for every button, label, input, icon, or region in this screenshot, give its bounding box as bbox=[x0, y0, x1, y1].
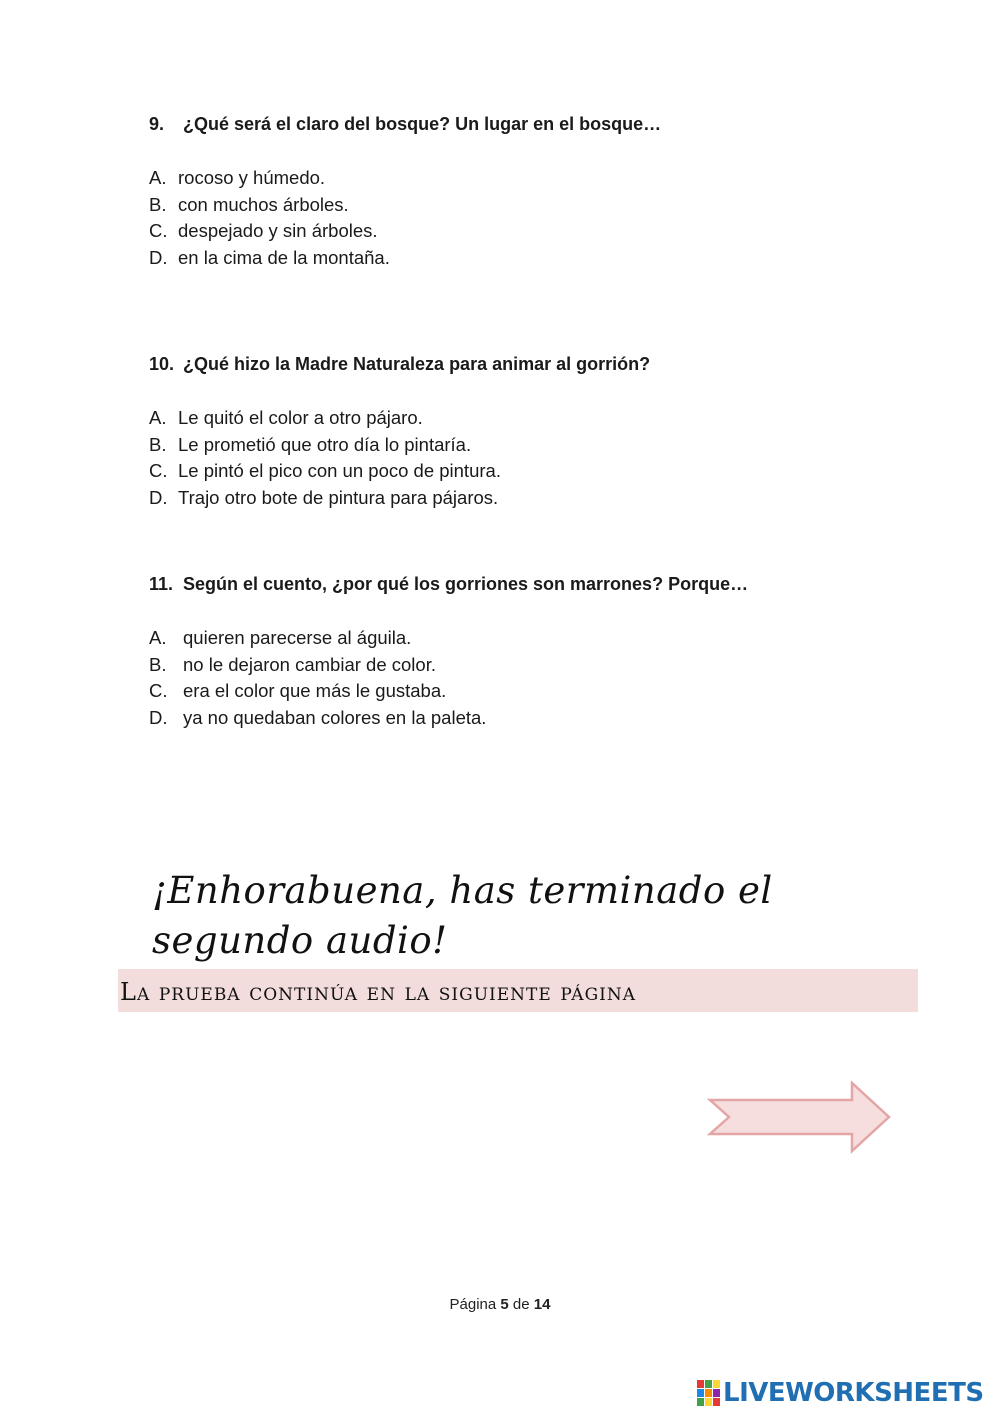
option-letter: C. bbox=[149, 460, 168, 481]
answer-option-c[interactable] bbox=[149, 678, 909, 705]
next-arrow-icon[interactable] bbox=[707, 1080, 893, 1154]
option-text: Trajo otro bote de pintura para pájaros. bbox=[178, 486, 499, 508]
option-text: en la cima de la montaña. bbox=[178, 246, 390, 268]
question-11 bbox=[149, 573, 909, 731]
option-letter: D. bbox=[149, 246, 168, 268]
option-letter: C. bbox=[149, 220, 168, 241]
answer-option-c[interactable] bbox=[149, 458, 909, 485]
continue-banner bbox=[118, 969, 918, 1012]
option-letter: D. bbox=[149, 706, 168, 728]
question-number: 11. bbox=[149, 574, 174, 594]
question-title bbox=[149, 113, 909, 135]
answer-option-a[interactable] bbox=[149, 405, 909, 432]
question-title bbox=[149, 353, 909, 375]
question-title bbox=[149, 573, 909, 595]
question-10 bbox=[149, 353, 909, 511]
option-text: con muchos árboles. bbox=[178, 193, 349, 215]
liveworksheets-logo bbox=[697, 1377, 984, 1409]
question-number: 10. bbox=[149, 354, 175, 374]
page-number-current: 5 bbox=[500, 1296, 509, 1313]
option-text: Le pintó el pico con un poco de pintura. bbox=[178, 460, 501, 481]
answer-option-b[interactable] bbox=[149, 432, 909, 459]
answer-option-a[interactable] bbox=[149, 165, 909, 192]
answer-option-d[interactable] bbox=[149, 705, 909, 732]
congrats-message: ¡Enhorabuena, has terminado el segundo audio! bbox=[152, 869, 773, 962]
option-letter: B. bbox=[149, 653, 167, 675]
answer-option-d[interactable] bbox=[149, 245, 909, 272]
option-letter: C. bbox=[149, 680, 168, 701]
option-letter: A. bbox=[149, 627, 167, 648]
option-text: quieren parecerse al águila. bbox=[183, 627, 412, 648]
option-letter: B. bbox=[149, 193, 167, 215]
option-text: era el color que más le gustaba. bbox=[183, 680, 447, 701]
answer-option-a[interactable] bbox=[149, 625, 909, 652]
page-number-prefix: Página bbox=[449, 1296, 497, 1313]
liveworksheets-logo-text: LIVEWORKSHEETS bbox=[723, 1378, 984, 1408]
option-text: Le quitó el color a otro pájaro. bbox=[178, 407, 423, 428]
answer-option-b[interactable] bbox=[149, 652, 909, 679]
question-text: ¿Qué hizo la Madre Naturaleza para animar al gorrión? bbox=[183, 354, 651, 374]
option-letter: B. bbox=[149, 433, 167, 455]
option-letter: D. bbox=[149, 486, 168, 508]
answer-option-d[interactable] bbox=[149, 485, 909, 512]
liveworksheets-logo-icon bbox=[697, 1380, 721, 1406]
option-letter: A. bbox=[149, 167, 167, 188]
option-text: ya no quedaban colores en la paleta. bbox=[183, 706, 487, 728]
option-text: no le dejaron cambiar de color. bbox=[183, 653, 436, 675]
page-number-middle: de bbox=[512, 1296, 530, 1313]
continue-banner-text: La prueba continúa en la siguiente página bbox=[120, 978, 637, 1006]
question-number: 9. bbox=[149, 114, 165, 134]
question-text: Según el cuento, ¿por qué los gorriones son marrones? Porque… bbox=[183, 574, 749, 594]
question-9 bbox=[149, 113, 909, 271]
page-number-total: 14 bbox=[533, 1296, 551, 1313]
option-text: rocoso y húmedo. bbox=[178, 167, 326, 188]
option-text: despejado y sin árboles. bbox=[178, 220, 378, 241]
answer-option-b[interactable] bbox=[149, 192, 909, 219]
answer-option-c[interactable] bbox=[149, 218, 909, 245]
page-number bbox=[0, 1296, 1000, 1313]
question-text: ¿Qué será el claro del bosque? Un lugar en el bosque… bbox=[183, 114, 662, 134]
option-text: Le prometió que otro día lo pintaría. bbox=[178, 433, 472, 455]
option-letter: A. bbox=[149, 407, 167, 428]
